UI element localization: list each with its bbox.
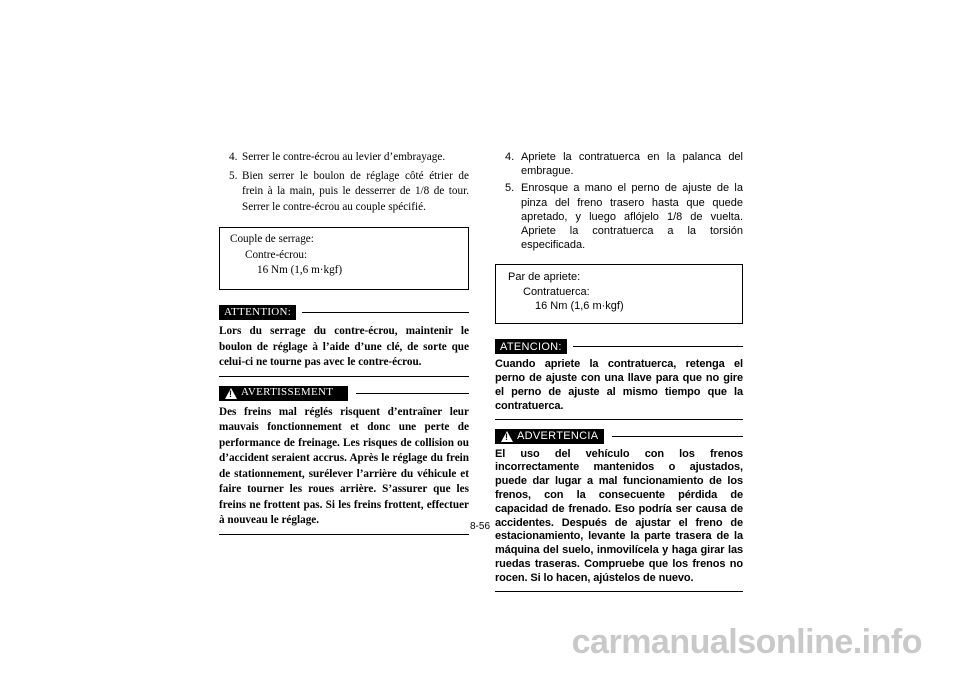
step-number: 5. [229, 169, 238, 182]
step-text: Enrosque a mano el perno de ajuste de la pinza del freno trasero hasta que quede apretado, y luego aflójelo 1/8 de vuelta. Apriete la contratuerca a la torsión especificada. [521, 182, 743, 252]
attention-label: ATENCION: [495, 339, 567, 354]
attention-notice [495, 338, 743, 419]
list-item [219, 150, 469, 166]
divider [356, 393, 469, 394]
spanish-steps [495, 150, 743, 252]
spec-value: 16 Nm (1,6 m·kgf) [257, 264, 343, 276]
warning-triangle-icon [501, 431, 513, 442]
french-column [219, 150, 469, 535]
spec-item: Contre-écrou: [245, 248, 308, 261]
attention-header [219, 304, 469, 321]
warning-label: ADVERTENCIA [517, 430, 599, 442]
list-item [495, 150, 743, 178]
torque-spec-box [219, 227, 469, 290]
divider [302, 312, 469, 313]
warning-notice [219, 385, 469, 535]
spec-title: Couple de serrage: [230, 233, 314, 245]
step-text: Serrer le contre-écrou au levier d’embrayage. [242, 151, 446, 163]
warning-badge [495, 429, 604, 444]
warning-header [495, 428, 743, 445]
attention-header [495, 338, 743, 355]
step-text: Apriete la contratuerca en la palanca del embrague. [521, 151, 743, 178]
list-item [495, 181, 743, 252]
torque-spec-box [495, 264, 743, 324]
warning-header [219, 385, 469, 402]
attention-label: ATTENTION: [219, 305, 296, 320]
spanish-column [495, 150, 743, 592]
list-item [219, 169, 469, 216]
warning-text: Des freins mal réglés risquent d’entraîner leur mauvais fonctionnement et donc une perte de performance de freinage. Les risques de collision ou d’accident seraient accrus. Après le réglage du frein de stationnement, surélever l’arrière du véhicule et faire tourner les roues arrière. S’assurer que les freins ne frottent pas. Si les freins frottent, effectuer à nouveau le réglage. [219, 405, 469, 535]
french-steps [219, 150, 469, 215]
step-number: 5. [505, 182, 515, 195]
attention-notice [219, 304, 469, 377]
warning-badge [219, 386, 348, 401]
watermark: carmanualsonline.info [571, 623, 922, 661]
attention-text: Cuando apriete la contratuerca, retenga el perno de ajuste con una llave para que no gire el perno de ajuste al mismo tiempo que la contratuerca. [495, 358, 743, 419]
spec-title: Par de apriete: [508, 271, 581, 284]
warning-triangle-icon [225, 388, 237, 399]
warning-text: El uso del vehículo con los frenos incorrectamente mantenidos o ajustados, puede dar lugar a mal funcionamiento de los frenos, con la consecuente pérdida de capacidad de frenado. Eso podría ser causa de accidentes. Después de ajustar el freno de estacionamiento, levante la parte trasera de la máquina del suelo, inmovilícela y haga girar las ruedas traseras. Compruebe que los frenos no rocen. Si lo hacen, ajústelos de nuevo. [495, 448, 743, 592]
step-number: 4. [505, 151, 515, 163]
divider [612, 436, 743, 437]
spec-value: 16 Nm (1,6 m·kgf) [535, 299, 624, 312]
step-text: Bien serrer le boulon de réglage côté étrier de frein à la main, puis le desserrer de 1/8 de tour. Serrer le contre-écrou au couple spécifié. [242, 169, 469, 213]
warning-notice [495, 428, 743, 592]
step-number: 4. [229, 151, 238, 163]
page-number: 8-56 [470, 521, 491, 532]
warning-label: AVERTISSEMENT [241, 386, 334, 399]
spec-item: Contratuerca: [523, 285, 590, 298]
attention-text: Lors du serrage du contre-écrou, maintenir le boulon de réglage à l’aide d’une clé, de sorte que celui-ci ne tourne pas avec le contre-écrou. [219, 324, 469, 377]
divider [573, 346, 743, 347]
